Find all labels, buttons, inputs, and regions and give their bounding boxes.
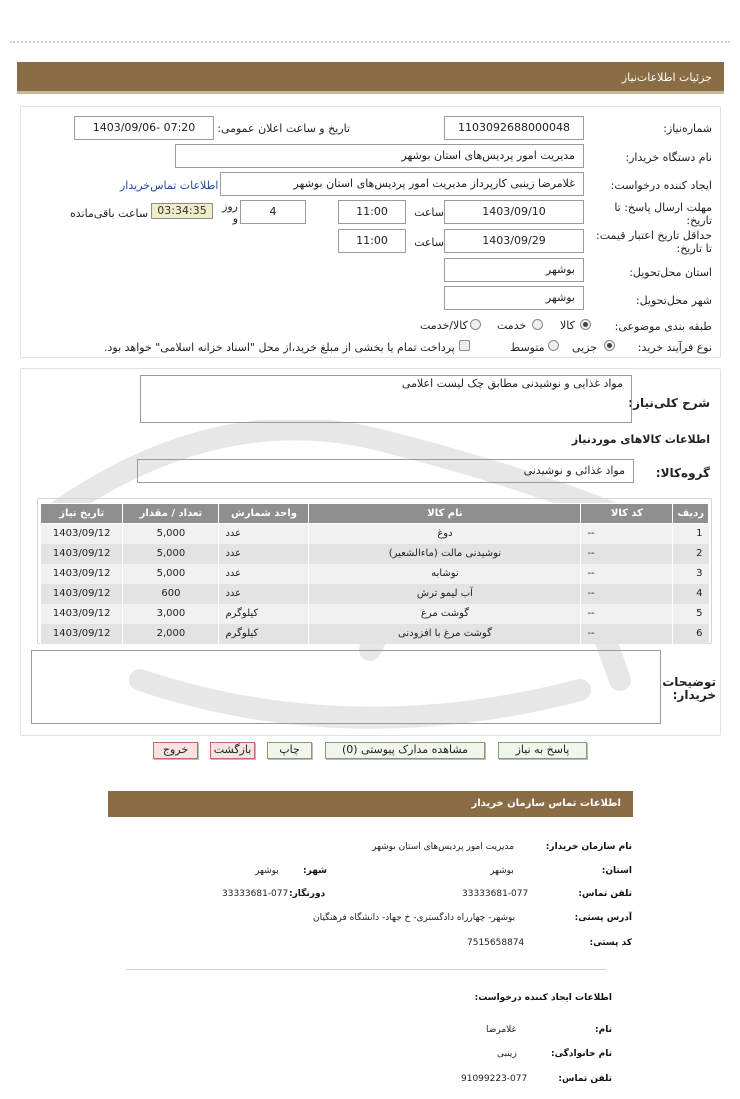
price-validity-time-label: ساعت xyxy=(414,236,444,249)
cell-code: -- xyxy=(581,624,673,644)
reply-deadline-label: مهلت ارسال پاسخ: تا تاریخ: xyxy=(614,201,712,227)
cell-name: گوشت مرغ xyxy=(309,604,581,624)
cell-unit: عدد xyxy=(219,564,309,584)
page-header xyxy=(17,62,724,94)
cell-unit: عدد xyxy=(219,584,309,604)
buyer-org-label: نام دستگاه خریدار: xyxy=(625,151,712,164)
cell-unit: کیلوگرم xyxy=(219,604,309,624)
cell-name: دوغ xyxy=(309,524,581,544)
purchase-medium-radio[interactable] xyxy=(548,340,559,351)
table-row[interactable] xyxy=(41,544,709,564)
purchase-minor-radio[interactable] xyxy=(604,340,615,351)
creator-family-value: زینبی xyxy=(497,1049,517,1059)
need-number-field[interactable]: 1103092688000048 xyxy=(444,116,584,140)
contact-org-label: نام سازمان خریدار: xyxy=(545,842,632,852)
contact-section-header xyxy=(108,791,633,817)
col-name: نام کالا xyxy=(309,504,581,524)
col-unit: واحد شمارش xyxy=(219,504,309,524)
cell-date: 1403/09/12 xyxy=(41,584,123,604)
cell-row: 2 xyxy=(673,544,709,564)
delivery-province-field[interactable]: بوشهر xyxy=(444,258,584,282)
contact-fax-value: 33333681-077 xyxy=(222,889,289,899)
contact-phone-value: 33333681-077 xyxy=(462,889,529,899)
contact-postal-value: 7515658874 xyxy=(467,938,525,948)
requester-label: ایجاد کننده درخواست: xyxy=(610,179,712,192)
contact-city-label: شهر: xyxy=(303,866,327,876)
cell-code: -- xyxy=(581,564,673,584)
announce-datetime-field[interactable]: 1403/09/06- 07:20 xyxy=(74,116,214,140)
remaining-label: ساعت باقی‌مانده xyxy=(70,207,149,220)
treasury-payment-note: پرداخت تمام یا بخشی از مبلغ خرید،از محل "اسناد خزانه اسلامی" خواهد بود. xyxy=(104,341,455,354)
cell-row: 1 xyxy=(673,524,709,544)
purchase-type-label: نوع فرآیند خرید: xyxy=(637,341,712,354)
delivery-city-label: شهر محل‌تحویل: xyxy=(635,294,712,307)
table-row[interactable] xyxy=(41,624,709,644)
goods-group-field[interactable]: مواد غذائی و نوشیدنی xyxy=(137,459,634,483)
remaining-days-field[interactable]: 4 xyxy=(240,200,306,224)
attachments-button[interactable]: مشاهده مدارک پیوستی (0) xyxy=(325,742,485,759)
cell-date: 1403/09/12 xyxy=(41,624,123,644)
cell-name: آب لیمو ترش xyxy=(309,584,581,604)
col-qty: تعداد / مقدار xyxy=(123,504,219,524)
cell-unit: کیلوگرم xyxy=(219,624,309,644)
cell-name: گوشت مرغ با افزودنی xyxy=(309,624,581,644)
treasury-payment-checkbox[interactable] xyxy=(459,340,470,351)
cell-row: 3 xyxy=(673,564,709,584)
summary-field[interactable]: مواد غذایی و نوشیدنی مطابق چک لیست اعلامی xyxy=(140,375,632,423)
contact-section-title: اطلاعات تماس سازمان خریدار xyxy=(471,798,621,809)
contact-org-value: مدیریت امور پردیس‌های استان بوشهر xyxy=(372,842,515,852)
contact-divider xyxy=(126,969,606,970)
creator-name-label: نام: xyxy=(595,1025,612,1035)
cell-name: نوشابه xyxy=(309,564,581,584)
cell-row: 4 xyxy=(673,584,709,604)
requester-field[interactable]: غلامرضا زینبی کارپرداز مدیریت امور پردیس‌های استان بوشهر xyxy=(220,172,584,196)
contact-postal-label: کد پستی: xyxy=(589,938,632,948)
cell-qty: 2,000 xyxy=(123,624,219,644)
cell-qty: 3,000 xyxy=(123,604,219,624)
contact-address-value: بوشهر- چهارراه دادگستری- خ جهاد- دانشگاه فرهنگیان xyxy=(313,913,516,923)
back-button[interactable]: بازگشت xyxy=(210,742,255,759)
buyer-org-field[interactable]: مدیریت امور پردیس‌های استان بوشهر xyxy=(175,144,584,168)
table-row[interactable] xyxy=(41,584,709,604)
items-section-title: اطلاعات کالاهای موردنیاز xyxy=(571,433,710,446)
reply-deadline-date-field[interactable]: 1403/09/10 xyxy=(444,200,584,224)
purchase-medium-label: متوسط xyxy=(510,341,545,354)
cell-date: 1403/09/12 xyxy=(41,604,123,624)
contact-fax-label: دورنگار: xyxy=(289,889,326,899)
cell-qty: 5,000 xyxy=(123,564,219,584)
items-table xyxy=(40,503,709,644)
remaining-time-counter: 03:34:35 xyxy=(151,203,213,219)
cell-date: 1403/09/12 xyxy=(41,524,123,544)
category-service-label: خدمت xyxy=(497,319,527,332)
buyer-notes-field[interactable] xyxy=(31,650,661,724)
days-label: روز و xyxy=(222,200,238,225)
cell-code: -- xyxy=(581,584,673,604)
price-validity-label: حداقل تاریخ اعتبار قیمت: تا تاریخ: xyxy=(596,229,712,255)
creator-name-value: غلامرضا xyxy=(486,1025,517,1035)
category-service-radio[interactable] xyxy=(532,319,543,330)
cell-qty: 5,000 xyxy=(123,524,219,544)
purchase-minor-label: جزیی xyxy=(572,341,598,354)
cell-row: 6 xyxy=(673,624,709,644)
table-row[interactable] xyxy=(41,604,709,624)
delivery-city-field[interactable]: بوشهر xyxy=(444,286,584,310)
col-date: تاریخ نیاز xyxy=(41,504,123,524)
category-goods-service-label: کالا/خدمت xyxy=(420,319,468,332)
cell-date: 1403/09/12 xyxy=(41,544,123,564)
print-button[interactable]: چاپ xyxy=(267,742,312,759)
contact-province-value: بوشهر xyxy=(490,866,514,876)
creator-section-title: اطلاعات ایجاد کننده درخواست: xyxy=(474,993,612,1003)
delivery-province-label: استان محل‌تحویل: xyxy=(629,266,712,279)
cell-unit: عدد xyxy=(219,544,309,564)
cell-date: 1403/09/12 xyxy=(41,564,123,584)
summary-label: شرح کلی‌نیاز: xyxy=(628,396,710,410)
contact-province-label: استان: xyxy=(601,866,632,876)
need-number-label: شماره‌نیاز: xyxy=(663,122,712,135)
cell-unit: عدد xyxy=(219,524,309,544)
cell-qty: 600 xyxy=(123,584,219,604)
cell-code: -- xyxy=(581,524,673,544)
creator-family-label: نام خانوادگی: xyxy=(550,1049,612,1059)
col-code: کد کالا xyxy=(581,504,673,524)
reply-deadline-time-field[interactable]: 11:00 xyxy=(338,200,406,224)
contact-address-label: آدرس پستی: xyxy=(574,913,632,923)
cell-code: -- xyxy=(581,604,673,624)
items-table-header xyxy=(41,504,709,524)
top-divider xyxy=(10,41,730,43)
buyer-contact-link[interactable]: اطلاعات تماس‌خریدار xyxy=(120,179,219,192)
reply-button[interactable]: پاسخ به نیاز xyxy=(498,742,587,759)
category-goods-radio[interactable] xyxy=(580,319,591,330)
cell-row: 5 xyxy=(673,604,709,624)
cell-code: -- xyxy=(581,544,673,564)
creator-phone-value: 91099223-077 xyxy=(461,1074,528,1084)
cell-name: نوشیدنی مالت (ماءالشعیر) xyxy=(309,544,581,564)
table-row[interactable] xyxy=(41,564,709,584)
exit-button[interactable]: خروج xyxy=(153,742,198,759)
creator-phone-label: تلفن تماس: xyxy=(558,1074,612,1084)
announce-datetime-label: تاریخ و ساعت اعلان عمومی: xyxy=(217,122,350,135)
goods-group-label: گروه‌کالا: xyxy=(655,466,710,480)
category-goods-label: کالا xyxy=(560,319,575,332)
category-goods-service-radio[interactable] xyxy=(470,319,481,330)
page-title: جزئیات اطلاعات‌نیاز xyxy=(621,71,712,84)
price-validity-time-field[interactable]: 11:00 xyxy=(338,229,406,253)
price-validity-date-field[interactable]: 1403/09/29 xyxy=(444,229,584,253)
table-row[interactable] xyxy=(41,524,709,544)
contact-city-value: بوشهر xyxy=(255,866,279,876)
reply-deadline-time-label: ساعت xyxy=(414,206,444,219)
col-row: ردیف xyxy=(673,504,709,524)
buyer-notes-label: توضیحات خریدار: xyxy=(662,675,716,702)
category-label: طبقه بندی موضوعی: xyxy=(614,320,712,333)
contact-phone-label: تلفن تماس: xyxy=(578,889,632,899)
cell-qty: 5,000 xyxy=(123,544,219,564)
